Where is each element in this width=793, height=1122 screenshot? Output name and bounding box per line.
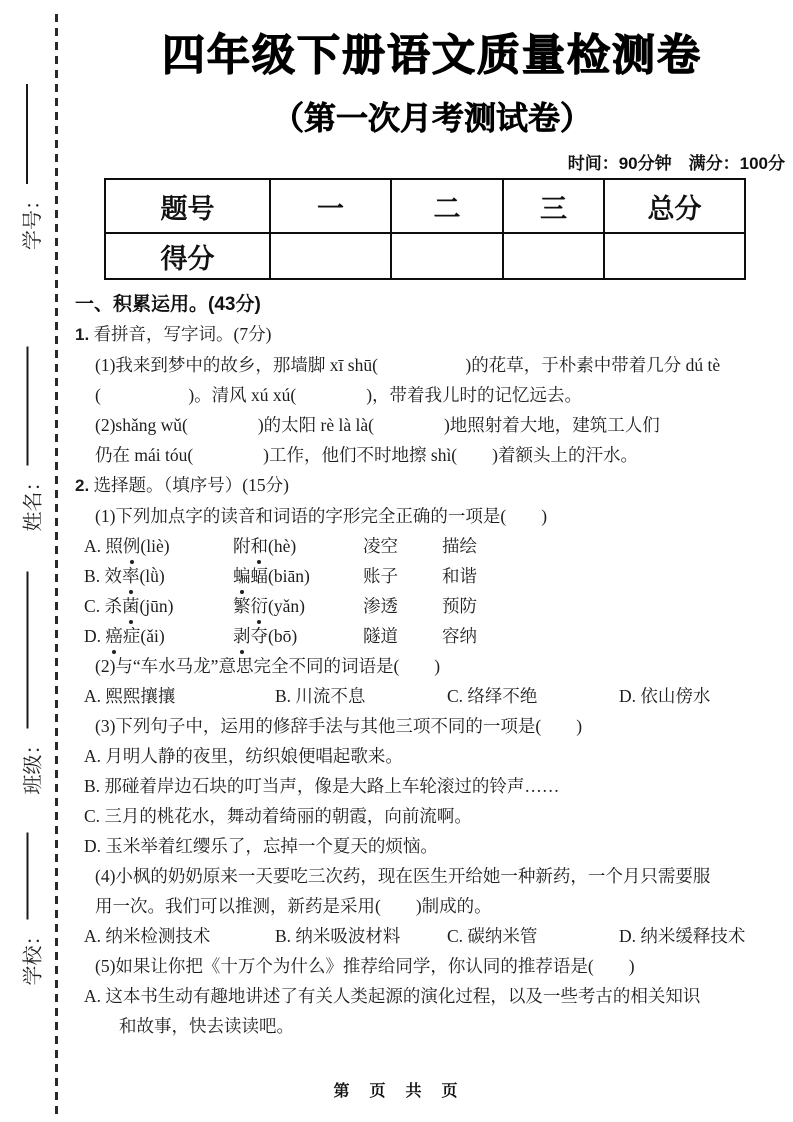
class-blank-line	[26, 572, 28, 729]
option-a: A. 熙熙攘攘	[84, 686, 176, 706]
question-2-2-stem: (2)与“车水马龙”意思完全不同的词语是( )	[95, 656, 441, 676]
name-label: 姓名：	[22, 471, 44, 532]
paper-subtitle: （第一次月考测试卷）	[271, 100, 592, 136]
seal-dashed-line	[55, 14, 58, 1118]
main-content	[75, 0, 789, 1041]
option-c: C. 碳纳米管	[447, 926, 538, 946]
question-2-5-stem: (5)如果让你把《十万个为什么》推荐给同学，你认同的推荐语是( )	[95, 956, 635, 976]
question-2-4-stem-line: 用一次。我们可以推测，新药是采用( )制成的。	[95, 896, 492, 916]
option-b: B. 纳米吸波材料	[275, 926, 401, 946]
option-d: D. 依山傍水	[619, 686, 711, 706]
school-blank-line	[26, 833, 28, 920]
option-c: C. 三月的桃花水，舞动着绮丽的朝霞，向前流啊。	[84, 806, 472, 826]
question-2-3-stem: (3)下列句子中，运用的修辞手法与其他三项不同的一项是( )	[95, 716, 583, 736]
option-d: D. 癌症(ǎi)	[84, 621, 233, 651]
score-row-label: 得分	[105, 233, 270, 279]
question-2-4-stem-line: (4)小枫的奶奶原来一天要吃三次药，现在医生开给她一种新药，一个月只需要服	[95, 866, 711, 886]
question-1-line: (2)shǎng wǔ( )的太阳 rè là là( )地照射着大地，建筑工人们	[95, 415, 660, 435]
time-score-info: 时间：90分钟 满分：100分	[567, 154, 785, 173]
class-field	[13, 570, 49, 795]
class-label: 班级：	[22, 734, 44, 795]
score-table-score-row	[105, 233, 745, 279]
option-d-word: 容纳	[442, 626, 477, 646]
option-d: D. 玉米举着红缨乐了，忘掉一个夏天的烦恼。	[84, 836, 438, 856]
option-c-word: 繁衍(yǎn)	[233, 591, 363, 621]
question-2-2-option-row	[75, 681, 789, 711]
option-c: C. 络绎不绝	[447, 686, 538, 706]
option-a-word: 附和(hè)	[233, 531, 363, 561]
option-d-word: 剥夺(bō)	[233, 621, 363, 651]
option-b-word: 账子	[363, 566, 398, 586]
page-footer: 第 页 共 页	[333, 1083, 460, 1100]
option-d-word: 隧道	[363, 626, 398, 646]
school-field	[13, 831, 49, 986]
student-id-field	[12, 82, 48, 250]
student-id-label: 学号：	[21, 190, 44, 250]
score-table	[104, 178, 746, 280]
question-2-title-text: 选择题。（填序号）(15分)	[93, 475, 289, 495]
score-cell	[503, 233, 604, 279]
score-table-header-cell: 三	[503, 179, 604, 233]
score-table-header-row	[105, 179, 745, 233]
option-b-word: 蝙蝠(biān)	[233, 561, 363, 591]
score-cell	[391, 233, 503, 279]
school-label: 学校：	[22, 925, 44, 986]
question-2-1-option-row	[75, 591, 789, 621]
option-c: C. 杀菌(jūn)	[84, 591, 233, 621]
name-blank-line	[26, 347, 28, 466]
question-2-1-option-row	[75, 561, 789, 591]
question-2-number: 2.	[75, 476, 90, 495]
option-a-word: 凌空	[363, 536, 398, 556]
option-b: B. 效率(lǜ)	[84, 561, 233, 591]
score-cell	[604, 233, 745, 279]
option-a: A. 月明人静的夜里，纺织娘便唱起歌来。	[84, 746, 403, 766]
question-1-line: 仍在 mái tóu( )工作，他们不时地擦 shì( )着额头上的汗水。	[95, 445, 638, 465]
section-1-heading: 一、积累运用。(43分)	[75, 294, 261, 315]
question-2-1-stem: (1)下列加点字的读音和词语的字形完全正确的一项是( )	[95, 506, 548, 526]
question-1-number: 1.	[75, 325, 90, 344]
student-id-blank-line	[26, 84, 28, 184]
score-table-header-cell: 二	[391, 179, 503, 233]
option-a-line: 和故事，快去读读吧。	[119, 1016, 294, 1036]
option-a-word: 描绘	[442, 536, 477, 556]
option-c-word: 预防	[442, 596, 477, 616]
paper-title: 四年级下册语文质量检测卷	[162, 32, 702, 80]
option-a-line: A. 这本书生动有趣地讲述了有关人类起源的演化过程，以及一些考古的相关知识	[84, 986, 701, 1006]
question-2-4-option-row	[75, 921, 789, 951]
option-d: D. 纳米缓释技术	[619, 926, 746, 946]
question-1-line: ( )。清风 xú xú( )，带着我儿时的记忆远去。	[95, 385, 583, 405]
question-2-1-option-row	[75, 621, 789, 651]
score-table-header-cell: 总分	[604, 179, 745, 233]
option-a: A. 照例(liè)	[84, 531, 233, 561]
question-2-title	[75, 470, 789, 501]
option-b: B. 那碰着岸边石块的叮当声，像是大路上车轮滚过的铃声……	[84, 776, 560, 796]
score-table-header-cell: 题号	[105, 179, 270, 233]
question-2-1-option-row	[75, 531, 789, 561]
option-c-word: 渗透	[363, 596, 398, 616]
question-1-title-text: 看拼音，写字词。(7分)	[93, 324, 272, 344]
score-table-header-cell: 一	[270, 179, 391, 233]
option-b-word: 和谐	[442, 566, 477, 586]
question-1-line: (1)我来到梦中的故乡，那墙脚 xī shū( )的花草，于朴素中带着几分 dú tè	[95, 355, 721, 375]
name-field	[13, 345, 49, 532]
option-b: B. 川流不息	[275, 686, 366, 706]
question-1-title	[75, 319, 789, 350]
option-a: A. 纳米检测技术	[84, 926, 211, 946]
score-cell	[270, 233, 391, 279]
